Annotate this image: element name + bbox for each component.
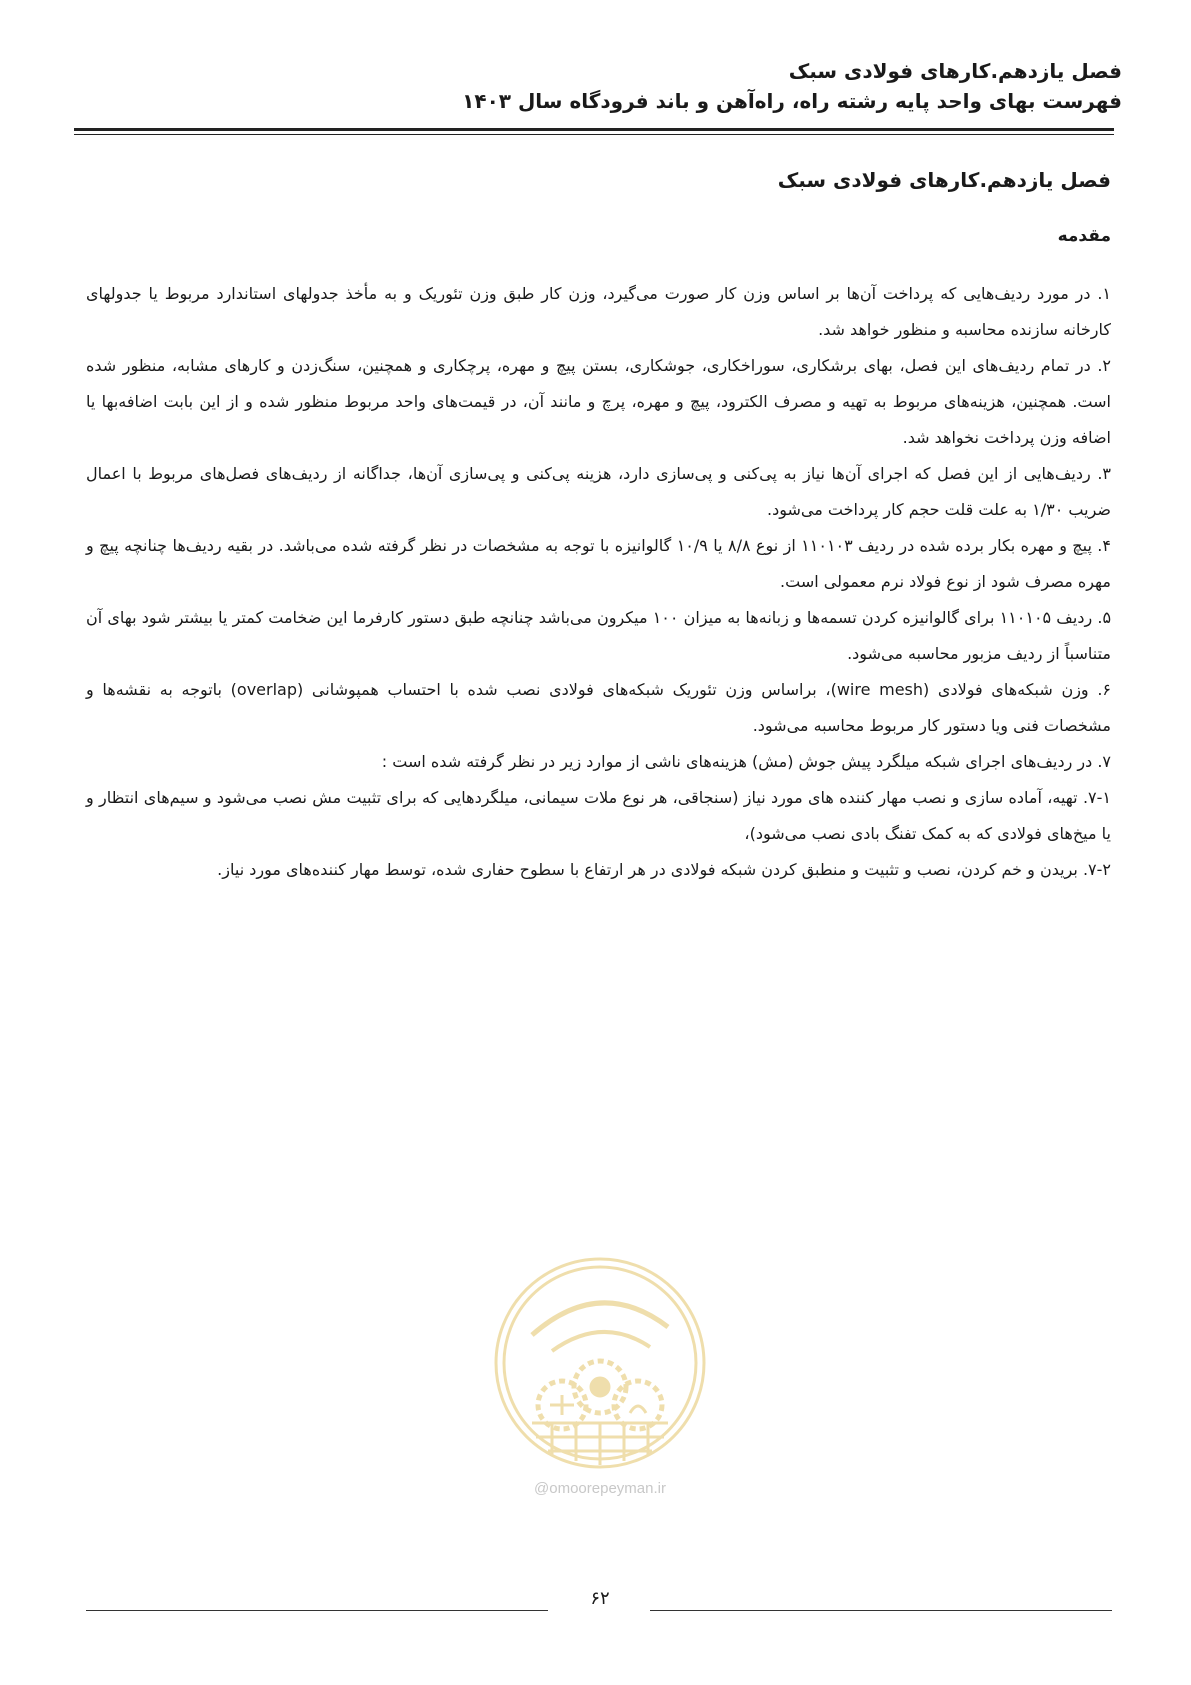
paragraph-7: ۷. در ردیف‌های اجرای شبکه میلگرد پیش جوش (مش) هزینه‌های ناشی از موارد زیر در نظر گرفته شده است : xyxy=(381,752,1111,771)
footer-divider-left xyxy=(86,1610,548,1611)
paragraph-5: ۵. ردیف ۱۱۰۱۰۵ برای گالوانیزه کردن تسمه‌ها و زبانه‌ها به میزان ۱۰۰ میکرون می‌باشد چنانچه طبق دستور کارفرما این ضخامت کمتر یا بیشتر شود بهای آن متناسباً از ردیف مزبور محاسبه می‌شود. xyxy=(86,608,1112,663)
paragraph-3: ۳. ردیف‌هایی از این فصل که اجرای آن‌ها نیاز به پی‌کنی و پی‌سازی دارد، هزینه پی‌کنی و پی‌سازی آن‌ها، جداگانه از ردیف‌های فصل‌های مربوط با اعمال ضریب ۱/۳۰ به علت قلت حجم کار پرداخت می‌شود. xyxy=(86,464,1111,519)
paragraph-2: ۲. در تمام ردیف‌های این فصل، بهای برشکاری، سوراخکاری، جوشکاری، بستن پیچ و مهره، پرچکاری و همچنین، سنگ‌زدن و کارهای مشابه، منظور شده است. همچنین، هزینه‌های مربوط به تهیه و مصرف الکترود، پیچ و مهره، پرچ و مانند آن، در قیمت‌های واحد مربوط منظور شده و از این بابت اضافه‌بها یا اضافه وزن پرداخت نخواهد شد. xyxy=(86,356,1111,447)
paragraph-1: ۱. در مورد ردیف‌هایی که پرداخت آن‌ها بر اساس وزن کار صورت می‌گیرد، وزن کار طبق وزن تئوریک و به مأخذ جدولهای استاندارد مربوط یا جدولهای کارخانه سازنده محاسبه و منظور خواهد شد. xyxy=(86,284,1111,339)
intro-body xyxy=(86,276,1111,888)
paragraph-7-1: ۷-۱. تهیه، آماده سازی و نصب مهار کننده های مورد نیاز (سنجاقی، هر نوع ملات سیمانی، میلگردهایی که برای تثبیت مش نصب می‌شود و سیم‌های انتظار و یا میخ‌های فولادی که به کمک تفنگ بادی نصب می‌شود)، xyxy=(86,788,1111,843)
paragraph-6: ۶. وزن شبکه‌های فولادی (wire mesh)، براساس وزن تئوریک شبکه‌های فولادی نصب شده با احتساب همپوشانی (overlap) باتوجه به نقشه‌ها و مشخصات فنی ویا دستور کار مربوط محاسبه می‌شود. xyxy=(86,680,1112,735)
header-divider-thin xyxy=(74,134,1114,135)
watermark-caption: @omoorepeyman.ir xyxy=(534,1480,666,1497)
header-divider-thick xyxy=(74,128,1114,131)
header-chapter-title: فصل یازدهم.کارهای فولادی سبک xyxy=(788,59,1122,83)
paragraph-7-2: ۷-۲. بریدن و خم کردن، نصب و تثبیت و منطبق کردن شبکه فولادی در هر ارتفاع با سطوح حفاری شده، توسط مهار کننده‌های مورد نیاز. xyxy=(217,860,1111,879)
header-catalog-title: فهرست بهای واحد پایه رشته راه، راه‌آهن و باند فرودگاه سال ۱۴۰۳ xyxy=(462,89,1122,113)
paragraph-4: ۴. پیچ و مهره بکار برده شده در ردیف ۱۱۰۱۰۳ از نوع ۸/۸ یا ۱۰/۹ گالوانیزه با توجه به مشخصات در نظر گرفته شده می‌باشد. در بقیه ردیف‌ها چنانچه پیچ و مهره مصرف شود از نوع فولاد نرم معمولی است. xyxy=(86,536,1111,591)
footer-divider-right xyxy=(650,1610,1112,1611)
page-header xyxy=(86,56,1122,116)
watermark-logo-icon xyxy=(492,1255,708,1471)
intro-heading: مقدمه xyxy=(1057,226,1111,246)
chapter-title: فصل یازدهم.کارهای فولادی سبک xyxy=(777,168,1111,192)
page-number: ۶۲ xyxy=(590,1588,610,1609)
